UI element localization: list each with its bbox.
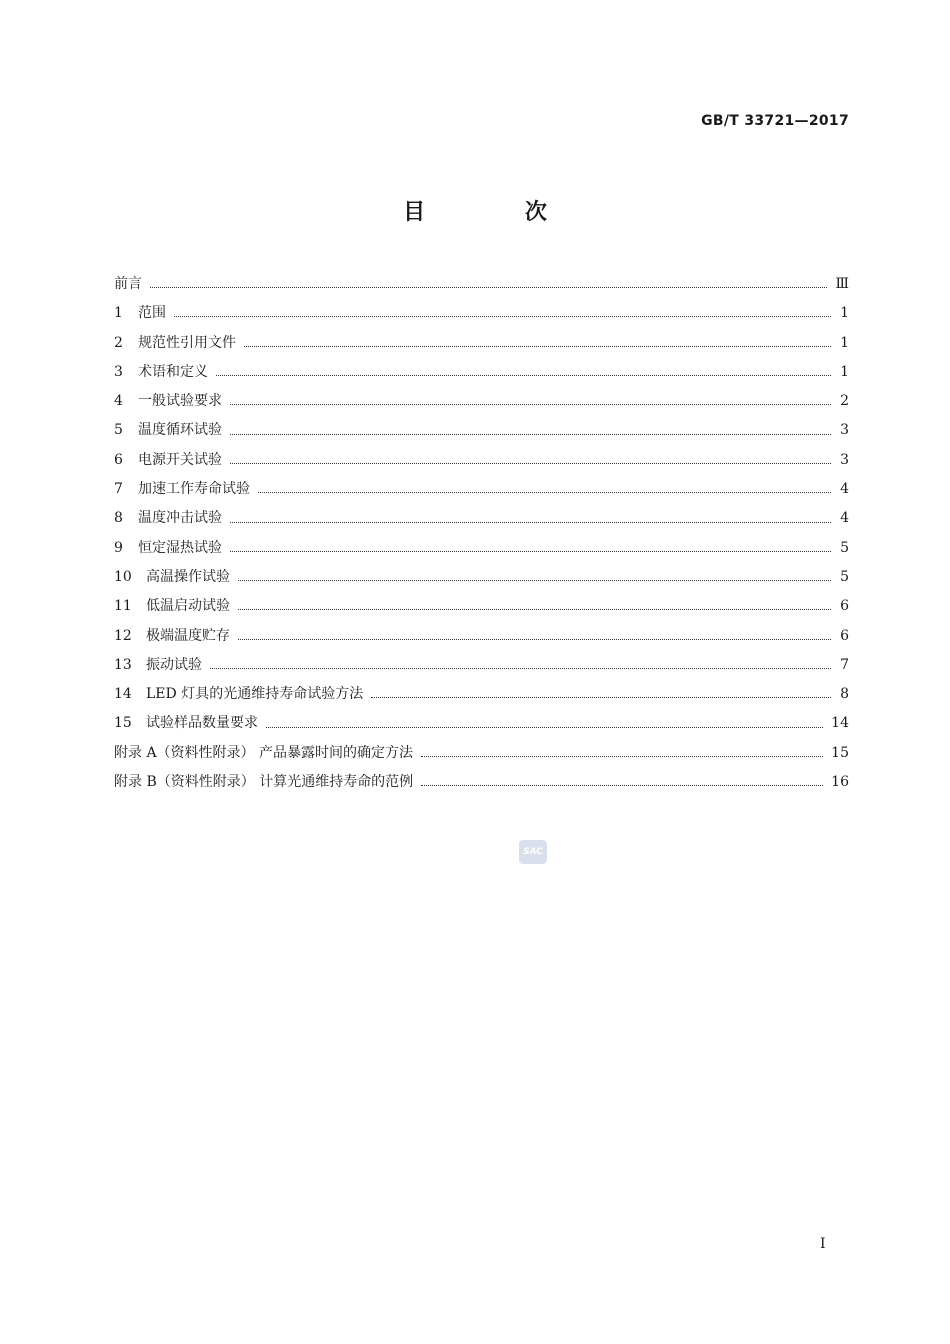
- toc-entry-label: 温度冲击试验: [138, 510, 222, 527]
- toc-entry-number: 6: [114, 451, 123, 468]
- toc-entry-number: 15: [114, 715, 132, 732]
- toc-entry-page: 3: [840, 451, 849, 468]
- page-title: 目 次: [403, 200, 593, 225]
- toc-entry[interactable]: [114, 709, 849, 738]
- toc-dot-leader: [230, 522, 831, 523]
- toc-entry-number: 3: [114, 363, 123, 380]
- toc-entry-page: 5: [840, 539, 849, 556]
- toc-entry-label: 规范性引用文件: [138, 334, 236, 351]
- toc-entry[interactable]: [114, 768, 849, 797]
- toc-dot-leader: [421, 756, 823, 757]
- toc-entry[interactable]: [114, 651, 849, 680]
- toc-dot-leader: [230, 404, 831, 405]
- toc-entry-number: 5: [114, 422, 123, 439]
- toc-dot-leader: [258, 492, 831, 493]
- toc-entry-number: 14: [114, 686, 132, 703]
- toc-dot-leader: [238, 609, 831, 610]
- toc-entry-label: 电源开关试验: [138, 451, 222, 468]
- toc-entry[interactable]: [114, 270, 849, 299]
- toc-entry-label: 范围: [138, 305, 166, 322]
- toc-dot-leader: [216, 375, 831, 376]
- toc-entry-label: 附录 A（资料性附录） 产品暴露时间的确定方法: [114, 744, 414, 761]
- toc-dot-leader: [244, 346, 831, 347]
- toc-entry-number: 10: [114, 568, 132, 585]
- toc-entry[interactable]: [114, 446, 849, 475]
- toc-entry[interactable]: [114, 622, 849, 651]
- toc-entry-label: 加速工作寿命试验: [138, 481, 250, 498]
- toc-dot-leader: [238, 580, 831, 581]
- toc-entry-page: 4: [840, 481, 849, 498]
- toc-entry-number: 7: [114, 481, 123, 498]
- toc-dot-leader: [230, 434, 831, 435]
- toc-entry-number: 2: [114, 334, 123, 351]
- toc-entry-page: 5: [840, 568, 849, 585]
- toc-dot-leader: [230, 463, 831, 464]
- toc-entry[interactable]: [114, 299, 849, 328]
- toc-entry-label: 极端温度贮存: [146, 627, 230, 644]
- standard-code: GB/T 33721—2017: [701, 113, 849, 129]
- toc-entry-page: 16: [831, 774, 849, 791]
- toc-dot-leader: [371, 697, 831, 698]
- toc-entry-label: 前言: [114, 276, 142, 292]
- toc-entry-number: 12: [114, 627, 132, 644]
- toc-entry-label: 试验样品数量要求: [146, 715, 258, 732]
- table-of-contents: [114, 270, 849, 797]
- sac-watermark-logo: SAC: [519, 840, 547, 864]
- toc-entry-label: 高温操作试验: [146, 568, 230, 585]
- toc-dot-leader: [174, 316, 831, 317]
- toc-entry-label: 一般试验要求: [138, 393, 222, 410]
- toc-dot-leader: [421, 785, 823, 786]
- toc-entry-number: 9: [114, 539, 123, 556]
- toc-entry-number: 8: [114, 510, 123, 527]
- toc-dot-leader: [150, 287, 827, 288]
- toc-entry-page: 6: [840, 598, 849, 615]
- toc-entry[interactable]: [114, 504, 849, 533]
- toc-entry[interactable]: [114, 680, 849, 709]
- toc-entry-number: 11: [114, 598, 132, 615]
- toc-entry[interactable]: [114, 329, 849, 358]
- toc-entry-page: 7: [840, 656, 849, 673]
- toc-entry[interactable]: [114, 358, 849, 387]
- toc-entry[interactable]: [114, 739, 849, 768]
- toc-entry-page: 14: [831, 715, 849, 732]
- toc-entry-page: 6: [840, 627, 849, 644]
- toc-entry-page: 2: [840, 393, 849, 410]
- toc-entry-page: 8: [840, 686, 849, 703]
- toc-entry[interactable]: [114, 563, 849, 592]
- toc-entry-page: 1: [840, 334, 849, 351]
- toc-entry-label: 附录 B（资料性附录） 计算光通维持寿命的范例: [114, 774, 414, 791]
- toc-entry[interactable]: [114, 534, 849, 563]
- toc-entry-number: 1: [114, 305, 123, 322]
- toc-dot-leader: [210, 668, 831, 669]
- toc-entry[interactable]: [114, 387, 849, 416]
- toc-entry-label: 术语和定义: [138, 363, 208, 380]
- page-number: Ⅰ: [820, 1236, 826, 1252]
- toc-entry-page: Ⅲ: [835, 276, 849, 292]
- toc-entry[interactable]: [114, 416, 849, 445]
- toc-entry-page: 4: [840, 510, 849, 527]
- toc-entry-number: 4: [114, 393, 123, 410]
- toc-entry-label: LED 灯具的光通维持寿命试验方法: [146, 686, 364, 703]
- toc-entry[interactable]: [114, 592, 849, 621]
- toc-entry-page: 1: [840, 305, 849, 322]
- toc-entry-label: 低温启动试验: [146, 598, 230, 615]
- toc-dot-leader: [238, 639, 831, 640]
- toc-entry-page: 1: [840, 363, 849, 380]
- toc-dot-leader: [266, 727, 823, 728]
- toc-entry-page: 3: [840, 422, 849, 439]
- toc-entry-label: 温度循环试验: [138, 422, 222, 439]
- toc-entry-page: 15: [831, 744, 849, 761]
- toc-entry[interactable]: [114, 475, 849, 504]
- toc-dot-leader: [230, 551, 831, 552]
- toc-entry-label: 振动试验: [146, 656, 202, 673]
- toc-entry-number: 13: [114, 656, 132, 673]
- toc-entry-label: 恒定湿热试验: [138, 539, 222, 556]
